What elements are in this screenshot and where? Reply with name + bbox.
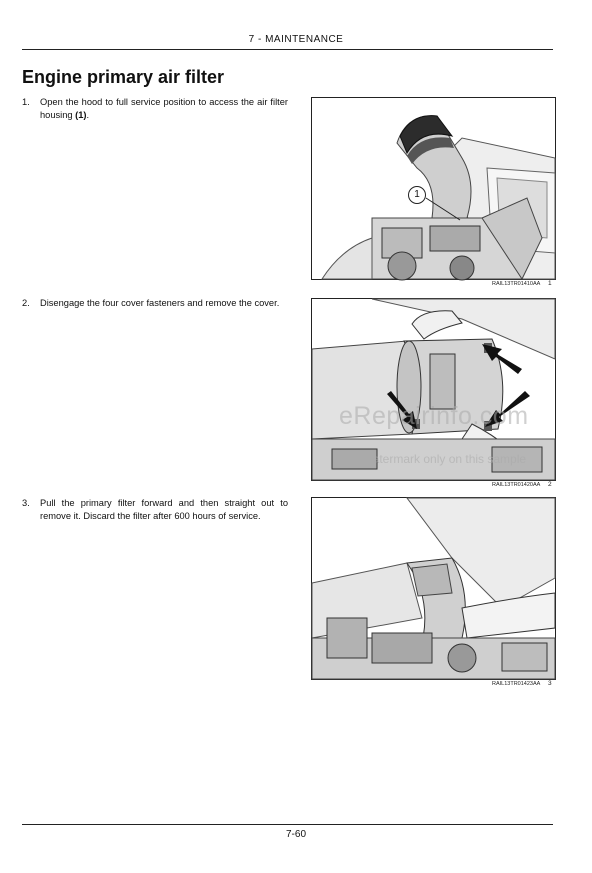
step-text: Pull the primary filter forward and then straight out to remove it. Discard the filter after 600 hours of service. — [40, 498, 288, 521]
figure-caption: RAIL13TR01420AA — [492, 482, 541, 488]
callout-1: 1 — [408, 186, 426, 204]
footer-rule — [22, 824, 553, 825]
watermark: eRepairinfo.com — [339, 402, 529, 430]
step-1 — [22, 96, 288, 122]
engine-hood-illustration — [312, 98, 555, 279]
section-title: Engine primary air filter — [22, 67, 225, 87]
figure-number: 2 — [548, 481, 552, 488]
figure-caption: RAIL13TR01410AA — [492, 281, 541, 287]
step-3 — [22, 497, 288, 523]
page-number: 7-60 — [285, 829, 306, 840]
figure-3 — [311, 497, 556, 687]
figure-1 — [311, 97, 556, 287]
callout-reference: (1) — [75, 110, 87, 120]
figure-number: 1 — [548, 280, 552, 287]
step-number: 3. — [22, 498, 30, 508]
step-number: 1. — [22, 97, 30, 107]
primary-filter-removal-illustration — [312, 498, 555, 679]
step-text: Disengage the four cover fasteners and remove the cover. — [40, 298, 280, 308]
header-rule — [22, 49, 553, 50]
figure-number: 3 — [548, 680, 552, 687]
step-number: 2. — [22, 298, 30, 308]
step-2 — [22, 297, 288, 310]
step-text: Open the hood to full service position to access the air filter housing (1). — [40, 97, 288, 120]
watermark-subtext: watermark only on this sample — [364, 452, 527, 466]
figure-caption: RAIL13TR01423AA — [492, 681, 541, 687]
page-header: 7 - MAINTENANCE — [248, 34, 344, 45]
